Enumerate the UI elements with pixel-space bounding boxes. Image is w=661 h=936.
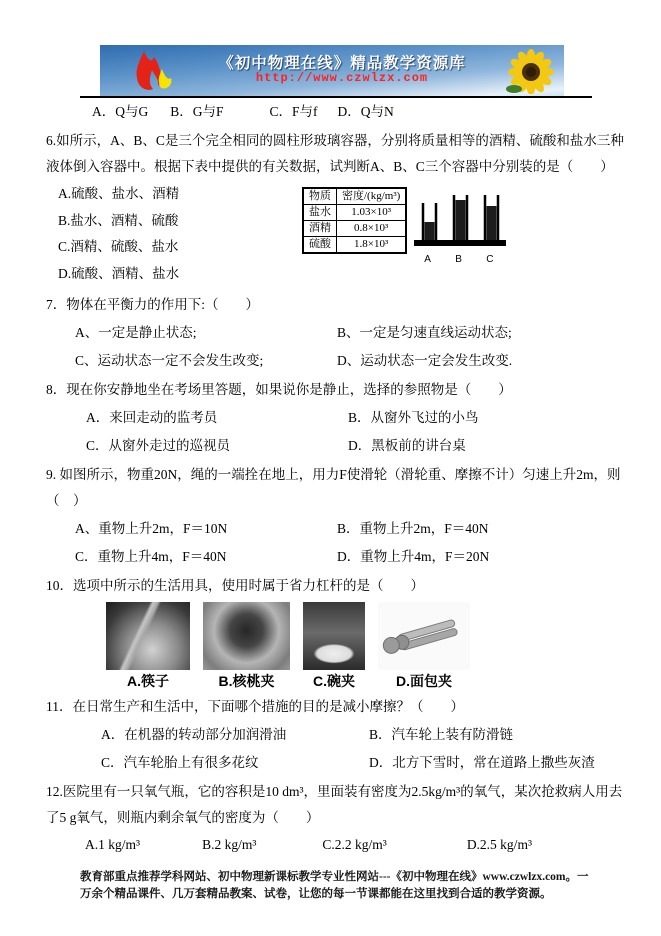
question-6-stem: 6.如所示，A、B、C是三个完全相同的圆柱形玻璃容器，分别将质量相等的酒精、硫酸和盐水三种液体倒入容器中。根据下表中提供的有关数据，试判断A、B、C三个容器中分别装的是（ ） [46,133,624,174]
nutcracker-photo [203,602,290,670]
q12-option-b: B.2 kg/m³ [202,837,257,852]
q12-option-d: D.2.5 kg/m³ [466,837,532,852]
q7-option-c: C、运动状态一定不会发生改变; [75,353,264,368]
question-7-stem: 7．物体在平衡力的作用下:（ ） [46,297,260,312]
q11-option-a: A．在机器的转动部分加润滑油 [101,727,287,742]
bowl-clamp-photo [303,602,365,670]
question-9-options [46,516,624,570]
tool-label-a: A.筷子 [127,673,169,689]
site-banner [100,45,564,96]
q7-option-b: B、一定是匀速直线运动状态; [337,325,512,340]
cylinder-label-c: C [486,254,494,265]
tool-item-nutcracker [203,602,290,691]
cylinder-label-b: B [455,254,462,265]
bread-tongs-icon [379,608,469,664]
question-11-options [46,722,624,776]
carryover-option-c: C．F与f [269,104,318,119]
q8-option-b: B．从窗外飞过的小鸟 [348,410,479,425]
footer-promo-text: 教育部重点推荐学科网站、初中物理新课标教学专业性网站---《初中物理在线》www.czwlzx.com。一万余个精品课件、几万套精品教案、试卷，让您的每一节课都能在这里找到合适的教学资源。 [80,871,589,900]
flame-logo-icon [118,49,180,93]
tool-item-bread-tongs [378,602,470,691]
q9-option-b: B．重物上升2m，F＝40N [337,521,489,536]
header-divider [80,96,592,98]
bread-tongs-photo [378,602,470,670]
q6-option-b: B.盐水、酒精、硫酸 [58,212,179,228]
density-table-header-substance: 物质 [303,188,337,205]
q11-option-c: C．汽车轮胎上有很多花纹 [101,755,259,770]
cylinders-figure [414,187,506,265]
density-table-cell: 酒精 [303,221,337,237]
carryover-option-b: B．G与F [170,104,224,119]
question-12-options [46,832,624,858]
density-table-header-density: 密度/(kg/m³) [337,188,407,205]
tool-label-c: C.碗夹 [313,673,355,689]
question-11-stem: 11．在日常生产和生活中，下面哪个措施的目的是减小摩擦？（ ） [46,699,464,714]
q12-option-c: C.2.2 kg/m³ [322,837,387,852]
question-10-images-row [46,602,624,691]
tool-item-chopsticks [106,602,190,691]
banner-url: http://www.czwlzx.com [255,71,429,86]
tool-item-bowl-clamp [303,602,365,691]
carryover-option-d: D．Q与N [337,104,394,119]
q9-option-d: D．重物上升4m，F＝20N [337,549,490,564]
q11-option-b: B．汽车轮上装有防滑链 [369,727,514,742]
density-table-cell: 硫酸 [303,237,337,254]
density-table-cell: 0.8×10³ [337,221,407,237]
q9-option-c: C．重物上升4m，F＝40N [75,549,227,564]
q8-option-d: D．黑板前的讲台桌 [348,438,466,453]
question-9-stem: 9. 如图所示，物重20N，绳的一端拴在地上，用力F使滑轮（滑轮重、摩擦不计）匀速上升2m，则（ ） [46,467,621,508]
density-table [302,187,407,254]
chopsticks-photo [106,602,190,670]
exam-content [46,99,624,858]
question-10-stem: 10．选项中所示的生活用具，使用时属于省力杠杆的是（ ） [46,578,424,593]
question-6-body [46,181,624,287]
banner-text-block [180,55,504,85]
q8-option-a: A．来回走动的监考员 [86,410,218,425]
q7-option-a: A、一定是静止状态; [75,325,197,340]
q7-option-d: D、运动状态一定会发生改变. [337,353,513,368]
cylinders-figure-icon [414,187,506,247]
q11-option-d: D．北方下雪时，常在道路上撒些灰渣 [369,755,595,770]
density-table-cell: 1.8×10³ [337,237,407,254]
banner-title: 《初中物理在线》精品教学资源库 [218,55,466,73]
question-8-stem: 8．现在你安静地坐在考场里答题，如果说你是静止，选择的参照物是（ ） [46,382,512,397]
tool-label-d: D.面包夹 [396,673,452,689]
density-table-cell: 1.03×10³ [337,205,407,221]
q6-option-c: C.酒精、硫酸、盐水 [58,239,179,254]
carryover-options-row [46,99,624,125]
carryover-option-a: A．Q与G [92,104,149,119]
q12-option-a: A.1 kg/m³ [85,837,141,852]
question-6-figure-group [302,187,506,265]
cylinder-label-a: A [424,254,431,265]
tool-label-b: B.核桃夹 [218,673,275,689]
q6-option-d: D.硫酸、酒精、盐水 [58,265,180,281]
question-7-options [46,320,624,374]
q8-option-c: C．从窗外走过的巡视员 [86,438,231,453]
q9-option-a: A、重物上升2m，F＝10N [75,521,228,536]
sunflower-icon [504,48,558,94]
question-12-stem: 12.医院里有一只氧气瓶，它的容积是10 dm³，里面装有密度为2.5kg/m³的氧气，某次抢救病人用去了5 g氧气，则瓶内剩余氧气的密度为（ ） [46,784,623,825]
question-8-options [46,405,624,459]
q6-option-a: A.硫酸、盐水、酒精 [58,186,180,201]
density-table-cell: 盐水 [303,205,337,221]
